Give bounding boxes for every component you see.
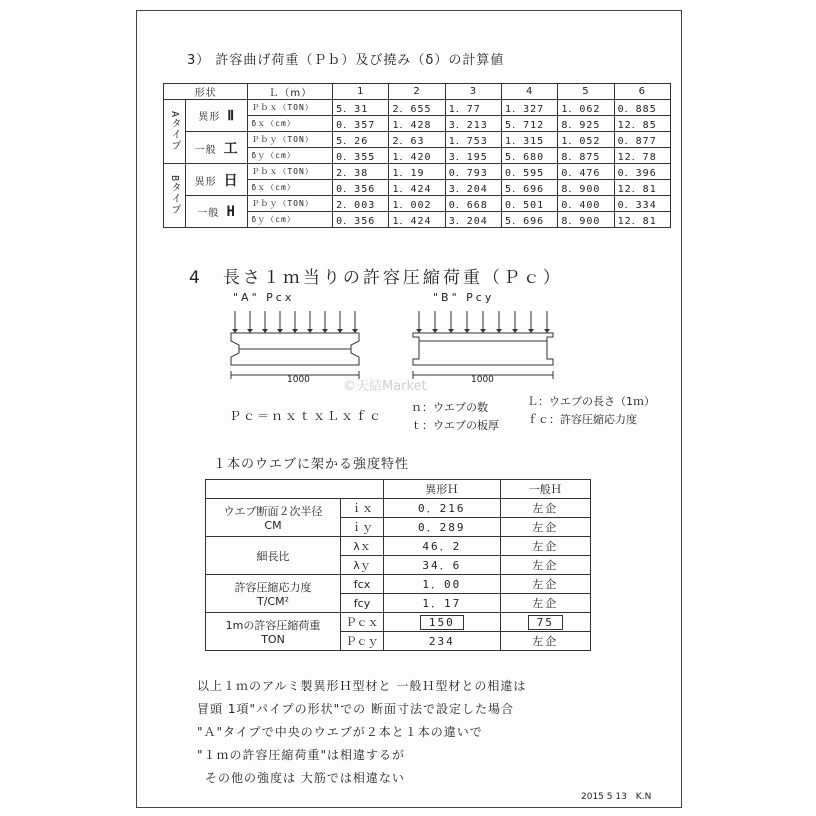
cell: 0．885 xyxy=(614,100,670,116)
cell: 3．213 xyxy=(445,116,501,132)
cell: 5．696 xyxy=(502,212,558,228)
table2-title: １本のウエブに架かる強度特性 xyxy=(213,457,410,472)
cell: 0．668 xyxy=(445,196,501,212)
cell: 左企 xyxy=(500,594,590,613)
section3-title: 3） 許容曲げ荷重（Ｐｂ）及び撓み（δ）の計算値 xyxy=(187,53,505,68)
beam-a-label: "A" Pcx xyxy=(233,291,295,304)
cell: 8．900 xyxy=(558,212,614,228)
cell: 1．315 xyxy=(502,132,558,148)
row-symbol: fcy xyxy=(341,594,384,613)
cell: 8．925 xyxy=(558,116,614,132)
cell: 左企 xyxy=(500,632,590,651)
row-symbol: Ｐｃｙ xyxy=(341,632,384,651)
cell: 3．195 xyxy=(445,148,501,164)
group-a-label: Aタイプ xyxy=(164,100,186,164)
cell: 5．696 xyxy=(502,180,558,196)
cell: 2．003 xyxy=(333,196,389,212)
cell: 234 xyxy=(384,632,501,651)
row-symbol: λｙ xyxy=(341,556,384,575)
shape-label: 異形 日 xyxy=(186,164,248,196)
formula-note-t: ｔ：ウエブの板厚 xyxy=(411,419,499,432)
table-row xyxy=(164,164,671,180)
cell: 5．712 xyxy=(502,116,558,132)
row-symbol: δｘ（cm） xyxy=(248,180,333,196)
cell: 左企 xyxy=(500,537,590,556)
cell: 5．26 xyxy=(333,132,389,148)
conclusion-line-3: "Ａ"タイプで中央のウエブが２本と１本の違いで xyxy=(197,725,483,739)
cell: 12．78 xyxy=(614,148,670,164)
header-col-3: 3 xyxy=(445,84,501,100)
header-irregular-h: 異形Ｈ xyxy=(384,480,501,499)
cell: 0．356 xyxy=(333,212,389,228)
group-b-label: Bタイプ xyxy=(164,164,186,228)
cell: 1．77 xyxy=(445,100,501,116)
cell: 46．2 xyxy=(384,537,501,556)
document-page xyxy=(136,10,682,808)
cell: 0．793 xyxy=(445,164,501,180)
conclusion-line-4: "１ｍの許容圧縮荷重"は相違するが xyxy=(197,748,406,762)
cell: 2．655 xyxy=(389,100,445,116)
cell: 0．595 xyxy=(502,164,558,180)
row-symbol: λｘ xyxy=(341,537,384,556)
cell: 8．900 xyxy=(558,180,614,196)
header-col-2: 2 xyxy=(389,84,445,100)
cell: 左企 xyxy=(500,575,590,594)
cell: 0．501 xyxy=(502,196,558,212)
table-header-row xyxy=(206,480,591,499)
table-row xyxy=(206,537,591,556)
cell: 5．680 xyxy=(502,148,558,164)
cell: 0．400 xyxy=(558,196,614,212)
cell: 1．753 xyxy=(445,132,501,148)
cell: 1．17 xyxy=(384,594,501,613)
conclusion-line-1: 以上１ｍのアルミ製異形Ｈ型材と 一般Ｈ型材との相違は xyxy=(197,679,527,693)
header-general-h: 一般Ｈ xyxy=(500,480,590,499)
table-row xyxy=(164,132,671,148)
conclusion-line-2: 冒頭 1項"パイプの形状"での 断面寸法で設定した場合 xyxy=(197,702,514,716)
cell: 1．19 xyxy=(389,164,445,180)
footer-date: 2015 5 13 K.N xyxy=(581,792,652,802)
formula-note-fc: ｆｃ：許容圧縮応力度 xyxy=(527,413,637,426)
cell: 0．357 xyxy=(333,116,389,132)
cell: 0．877 xyxy=(614,132,670,148)
row-symbol: δｙ（cm） xyxy=(248,212,333,228)
cell: 0．334 xyxy=(614,196,670,212)
cell: 0．289 xyxy=(384,518,501,537)
cell: 1．062 xyxy=(558,100,614,116)
formula-note-n: ｎ：ウエブの数 xyxy=(411,401,488,414)
row-symbol: Ｐｃｘ xyxy=(341,613,384,632)
cell: 3．204 xyxy=(445,212,501,228)
beam-a-dimension: 1000 xyxy=(287,375,310,385)
row-symbol: fcx xyxy=(341,575,384,594)
cell: 1．420 xyxy=(389,148,445,164)
table-row xyxy=(164,100,671,116)
cell: 2．38 xyxy=(333,164,389,180)
cell: 1．327 xyxy=(502,100,558,116)
table-row xyxy=(206,499,591,518)
section4-title: 4 長さ１ｍ当りの許容圧縮荷重（Ｐｃ） xyxy=(189,268,563,288)
cell: 左企 xyxy=(500,518,590,537)
row-symbol: Ｐｂｙ（TON） xyxy=(248,196,333,212)
cell: 左企 xyxy=(500,499,590,518)
cell: 5．31 xyxy=(333,100,389,116)
cell: 0．216 xyxy=(384,499,501,518)
shape-label: 異形 Ⅱ xyxy=(186,100,248,132)
cell: 0．355 xyxy=(333,148,389,164)
cell: 34．6 xyxy=(384,556,501,575)
beam-b-label: "B" Pcy xyxy=(433,291,495,304)
cell: 左企 xyxy=(500,556,590,575)
header-col-4: 4 xyxy=(502,84,558,100)
table-row xyxy=(206,613,591,632)
cell: 1．428 xyxy=(389,116,445,132)
cell: 1．424 xyxy=(389,212,445,228)
header-col-5: 5 xyxy=(558,84,614,100)
header-col-6: 6 xyxy=(614,84,670,100)
formula-note-L: Ｌ：ウエブの長さ（1ｍ） xyxy=(527,395,655,408)
row-label: ウエブ断面２次半径 CM xyxy=(206,499,341,537)
cell: 150 xyxy=(384,613,501,632)
row-symbol: δｙ（cm） xyxy=(248,148,333,164)
header-empty xyxy=(206,480,384,499)
cell: 8．875 xyxy=(558,148,614,164)
cell: 0．356 xyxy=(333,180,389,196)
row-symbol: ｉｙ xyxy=(341,518,384,537)
table-row xyxy=(206,575,591,594)
beam-b-dimension: 1000 xyxy=(471,375,494,385)
header-length: Ｌ（m） xyxy=(248,84,333,100)
row-symbol: Ｐｂｘ（TON） xyxy=(248,164,333,180)
row-label: 細長比 xyxy=(206,537,341,575)
shape-label: 一般 H xyxy=(186,196,248,228)
row-symbol: ｉｘ xyxy=(341,499,384,518)
row-symbol: δｘ（cm） xyxy=(248,116,333,132)
table-header-row xyxy=(164,84,671,100)
row-label: 許容圧縮応力度 T/CM² xyxy=(206,575,341,613)
strength-table xyxy=(205,479,591,651)
row-symbol: Ｐｂｘ（TON） xyxy=(248,100,333,116)
formula-main: Ｐｃ＝ｎｘｔｘＬｘｆｃ xyxy=(229,409,384,423)
bending-load-table xyxy=(163,83,671,228)
cell: 3．204 xyxy=(445,180,501,196)
conclusion-line-5: その他の強度は 大筋では相違ない xyxy=(205,771,405,785)
cell: 1．002 xyxy=(389,196,445,212)
header-col-1: 1 xyxy=(333,84,389,100)
cell: 1．424 xyxy=(389,180,445,196)
table-row xyxy=(164,196,671,212)
cell: 12．81 xyxy=(614,180,670,196)
cell: 0．476 xyxy=(558,164,614,180)
cell: 75 xyxy=(500,613,590,632)
cell: 12．81 xyxy=(614,212,670,228)
watermark: ©天結Market xyxy=(343,379,427,394)
cell: 12．85 xyxy=(614,116,670,132)
shape-label: 一般 工 xyxy=(186,132,248,164)
row-label: 1mの許容圧縮荷重 TON xyxy=(206,613,341,651)
cell: 1．00 xyxy=(384,575,501,594)
header-shape: 形状 xyxy=(164,84,248,100)
cell: 2．63 xyxy=(389,132,445,148)
cell: 0．396 xyxy=(614,164,670,180)
row-symbol: Ｐｂｙ（TON） xyxy=(248,132,333,148)
cell: 1．052 xyxy=(558,132,614,148)
